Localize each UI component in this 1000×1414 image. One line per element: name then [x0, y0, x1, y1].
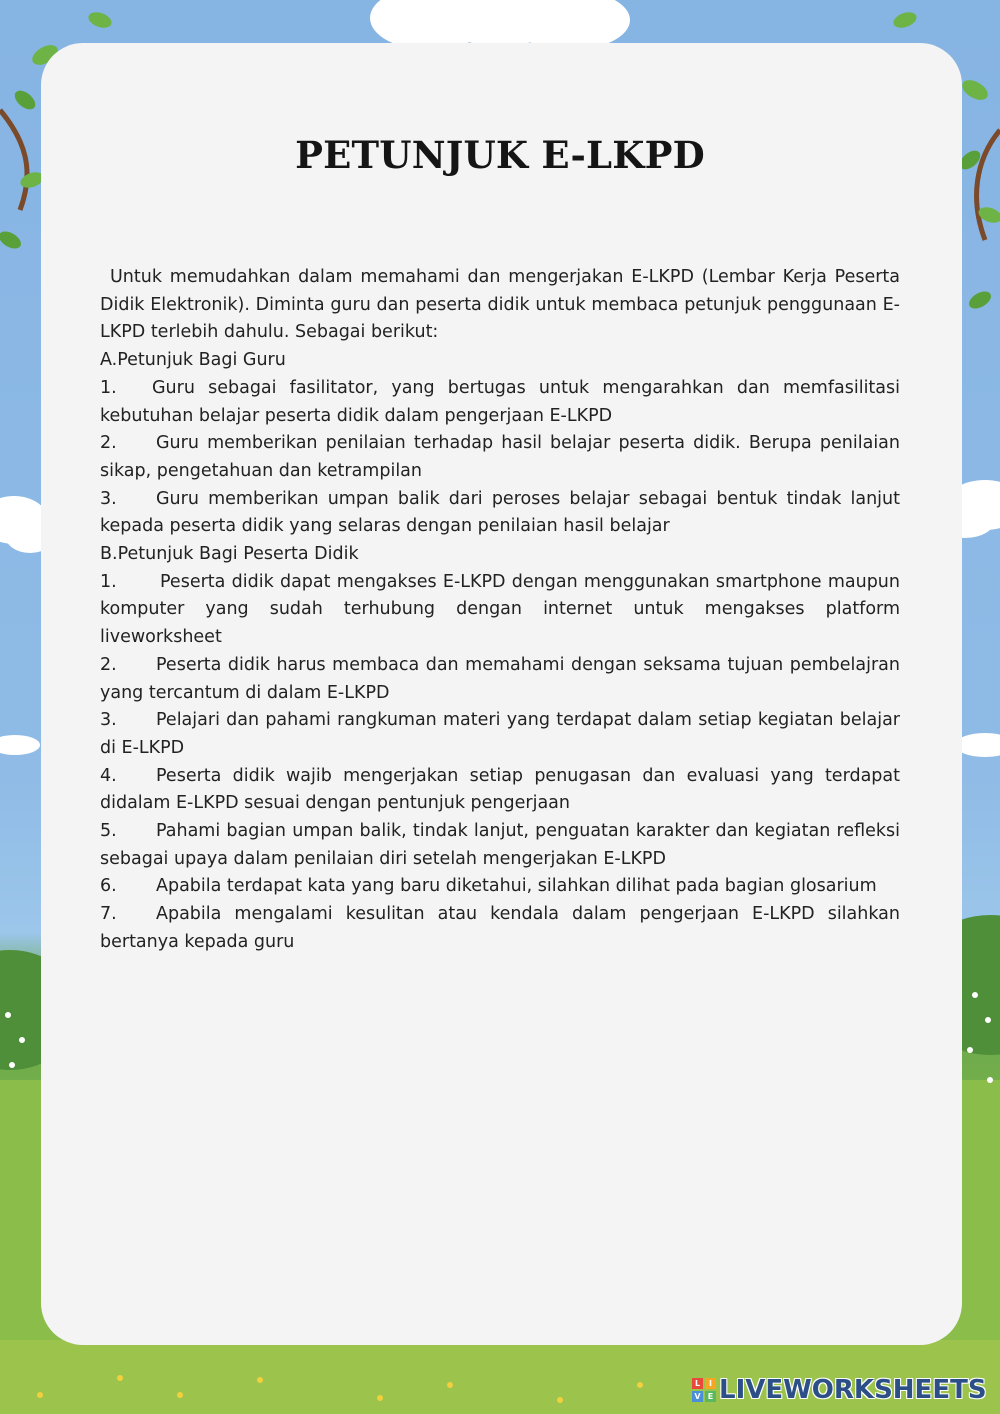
list-item: [100, 901, 900, 956]
list-item-number: 5.: [100, 821, 117, 842]
logo-letter: V: [692, 1391, 703, 1402]
list-item: [100, 652, 900, 707]
list-item-text: Guru sebagai fasilitator, yang bertugas untuk mengarahkan dan memfasilitasi kebutuhan belajar peserta didik dalam pengerjaan E-LKPD: [100, 377, 900, 426]
list-item-number: 6.: [100, 876, 117, 897]
list-item-number: 1.: [100, 377, 117, 398]
list-item-text: Peserta didik dapat mengakses E-LKPD dengan menggunakan smartphone maupun komputer yang sudah terhubung dengan internet untuk mengakses platform liveworksheet: [100, 571, 900, 648]
list-item-text: Peserta didik harus membaca dan memahami dengan seksama tujuan pembelajran yang tercantum di dalam E-LKPD: [100, 654, 900, 703]
logo-letter: L: [692, 1378, 703, 1389]
list-item-text: Guru memberikan umpan balik dari peroses belajar sebagai bentuk tindak lanjut kepada peserta didik yang selaras dengan penilaian hasil belajar: [100, 488, 900, 537]
logo-mark-icon: [692, 1378, 716, 1402]
list-item-text: Pahami bagian umpan balik, tindak lanjut, penguatan karakter dan kegiatan refleksi sebagai upaya dalam penilaian diri setelah mengerjakan E-LKPD: [100, 821, 900, 869]
list-item: [100, 873, 900, 901]
section-b-heading: B.Petunjuk Bagi Peserta Didik: [100, 544, 359, 565]
logo-letter: E: [705, 1391, 716, 1402]
intro-paragraph: Untuk memudahkan dalam memahami dan mengerjakan E-LKPD (Lembar Kerja Peserta Didik Elektronik). Diminta guru dan peserta didik untuk membaca petunjuk penggunaan E-LKPD terlebih dahulu. Sebagai berikut:: [100, 267, 900, 343]
list-item: [100, 486, 900, 541]
list-item-text: Guru memberikan penilaian terhadap hasil belajar peserta didik. Berupa penilaian sikap, pengetahuan dan ketrampilan: [100, 433, 900, 481]
list-item-number: 2.: [100, 433, 117, 454]
liveworksheets-logo[interactable]: [692, 1373, 987, 1407]
list-item: [100, 569, 900, 652]
instructions-body: [100, 264, 900, 957]
list-item-text: Apabila terdapat kata yang baru diketahui, silahkan dilihat pada bagian glosarium: [156, 876, 877, 897]
logo-text: LIVEWORKSHEETS: [719, 1375, 987, 1405]
list-item: [100, 818, 900, 873]
list-item-number: 3.: [100, 488, 117, 509]
list-item-text: Apabila mengalami kesulitan atau kendala dalam pengerjaan E-LKPD silahkan bertanya kepada guru: [100, 904, 900, 952]
list-item: [100, 707, 900, 762]
page-title: PETUNJUK E-LKPD: [295, 133, 705, 177]
list-item: [100, 375, 900, 430]
list-item-number: 3.: [100, 710, 117, 731]
logo-letter: I: [705, 1378, 716, 1389]
list-item: [100, 763, 900, 818]
list-item-number: 1.: [100, 571, 117, 592]
list-item-number: 7.: [100, 904, 117, 925]
list-item-number: 2.: [100, 654, 117, 675]
list-item-text: Peserta didik wajib mengerjakan setiap penugasan dan evaluasi yang terdapat didalam E-LKPD sesuai dengan pentunjuk pengerjaan: [100, 765, 900, 814]
list-item-number: 4.: [100, 765, 117, 786]
section-a-heading: A.Petunjuk Bagi Guru: [100, 350, 286, 371]
list-item-text: Pelajari dan pahami rangkuman materi yang terdapat dalam setiap kegiatan belajar di E-LKPD: [100, 710, 900, 758]
list-item: [100, 430, 900, 485]
